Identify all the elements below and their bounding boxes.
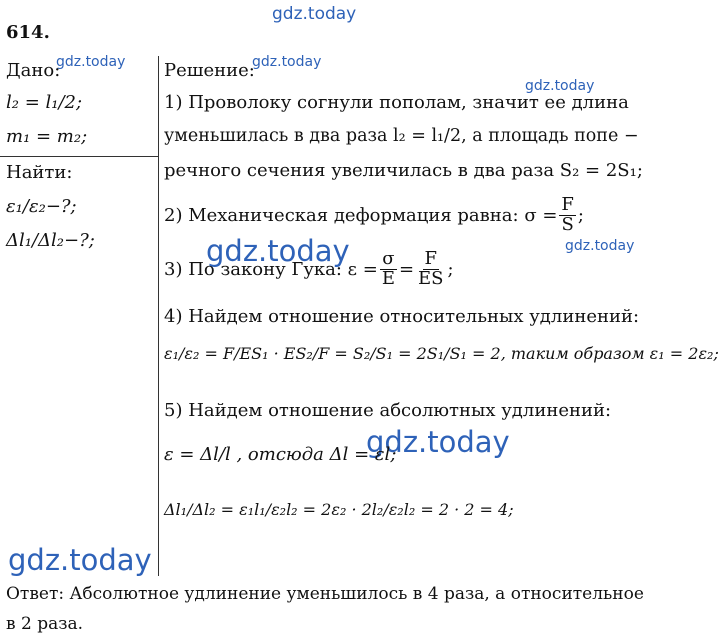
step3-fraction-2: $\frac{F}{ES}$ (418, 248, 444, 289)
step5-formula-2: Δl₁/Δl₂ = ε₁l₁/ε₂l₂ = 2ε₂ · 2l₂/ε₂l₂ = 2 · 2 = 4; (164, 500, 514, 519)
problem-number: 614. (6, 22, 50, 43)
step3-line (164, 250, 454, 289)
watermark-big-2: gdz.today (366, 425, 510, 459)
find-label: Найти: (6, 162, 73, 183)
step3-tail: ; (447, 258, 454, 280)
given-label: Дано: (6, 60, 61, 81)
answer-line-2: в 2 раза. (6, 614, 84, 634)
step3-text: 3) По закону Гука: ε = (164, 258, 378, 280)
watermark-right-1: gdz.today (525, 78, 595, 94)
step3-fraction-1: $\frac{\sigma}{E}$ (381, 248, 395, 289)
step1-line1: 1) Проволоку согнули пополам, значит ее длина (164, 92, 629, 113)
horizontal-divider (0, 156, 158, 157)
step5-text: 5) Найдем отношение абсолютных удлинений: (164, 400, 612, 421)
watermark-right-2: gdz.today (565, 238, 635, 254)
step1-line2: уменьшилась в два раза l₂ = l₁/2, а площадь попе − (164, 126, 639, 146)
watermark-top: gdz.today (272, 4, 357, 24)
given-line-1: l₂ = l₁/2; (6, 92, 83, 113)
watermark-given: gdz.today (56, 54, 126, 70)
step4-text: 4) Найдем отношение относительных удлинений: (164, 306, 640, 327)
watermark-big-3: gdz.today (8, 543, 152, 577)
solution-label: Решение: (164, 60, 255, 81)
vertical-divider (158, 56, 159, 576)
step4-formula: ε₁/ε₂ = F/ES₁ · ES₂/F = S₂/S₁ = 2S₁/S₁ = 2, таким образом ε₁ = 2ε₂; (164, 344, 719, 363)
step2-fraction: $\frac{F}{S}$ (561, 194, 574, 235)
step2-tail: ; (577, 204, 584, 226)
watermark-solution: gdz.today (252, 54, 322, 70)
step1-line3: речного сечения увеличилась в два раза S₂ = 2S₁; (164, 160, 643, 181)
step2-line (164, 196, 584, 235)
step2-text: 2) Механическая деформация равна: σ = (164, 204, 558, 226)
answer-line-1: Ответ: Абсолютное удлинение уменьшилось в 4 раза, а относительное (6, 584, 644, 604)
watermark-big-1: gdz.today (206, 234, 350, 268)
step5-formula-1: ε = Δl/l , отсюда Δl = εl; (164, 444, 397, 465)
find-line-1: ε₁/ε₂−?; (6, 196, 77, 217)
given-line-2: m₁ = m₂; (6, 126, 88, 147)
step3-eq: = (398, 258, 415, 280)
find-line-2: Δl₁/Δl₂−?; (6, 230, 95, 251)
